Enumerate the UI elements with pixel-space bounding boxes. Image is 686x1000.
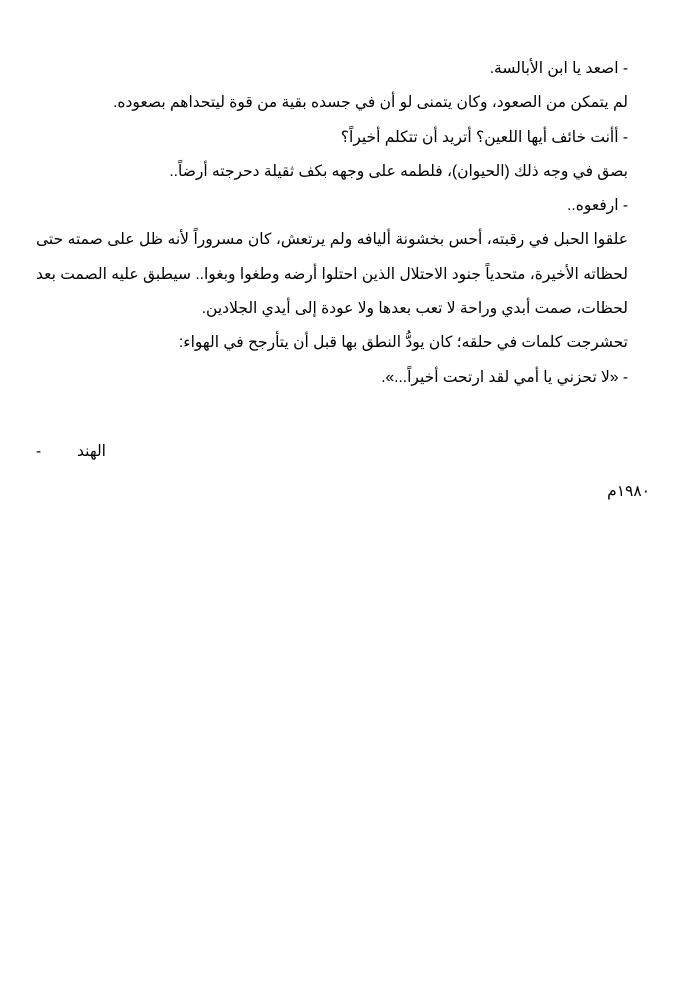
- dialogue-line-climb-order: - اصعد يا ابن الأبالسة.: [489, 60, 628, 77]
- dialogue-line-lift-order: - ارفعوه..: [567, 197, 628, 215]
- narration-paragraph: بصق في وجه ذلك (الحيوان)، فلطمه على وجهه بكف ثقيلة دحرجته أرضاً..: [169, 162, 628, 180]
- signature-date: ١٩٨٠م: [607, 483, 650, 500]
- narration-paragraph: لم يتمكن من الصعود، وكان يتمنى لو أن في جسده بقية من قوة ليتحداهم بصعوده.: [113, 94, 628, 112]
- signature-place-line: [36, 440, 106, 464]
- narration-paragraph: تحشرجت كلمات في حلقه؛ كان يودُّ النطق بها قبل أن يتأرجح في الهواء:: [178, 334, 628, 352]
- signature-dash: -: [36, 443, 42, 460]
- story-text: [36, 52, 652, 395]
- dialogue-line-question: - أأنت خائف أيها اللعين؟ أتريد أن تتكلم أخيراً؟: [340, 128, 628, 146]
- narration-paragraph: علقوا الحبل في رقبته، أحس بخشونة أليافه ولم يرتعش، كان مسروراً لأنه ظل على صمته حتى لحظاته الأخيرة، متحدياً جنود الاحتلال الذين احتلوا أرضه وطغوا وبغوا.. سيطبق عليه الصمت بعد لحظات، صمت أبدي وراحة لا تعب بعدها ولا عودة إلى أيدي الجلادين.: [36, 231, 628, 318]
- dialogue-line-last-words: - «لا تحزني يا أمي لقد ارتحت أخيراً...».: [381, 368, 628, 386]
- signature-place: الهند: [77, 443, 106, 460]
